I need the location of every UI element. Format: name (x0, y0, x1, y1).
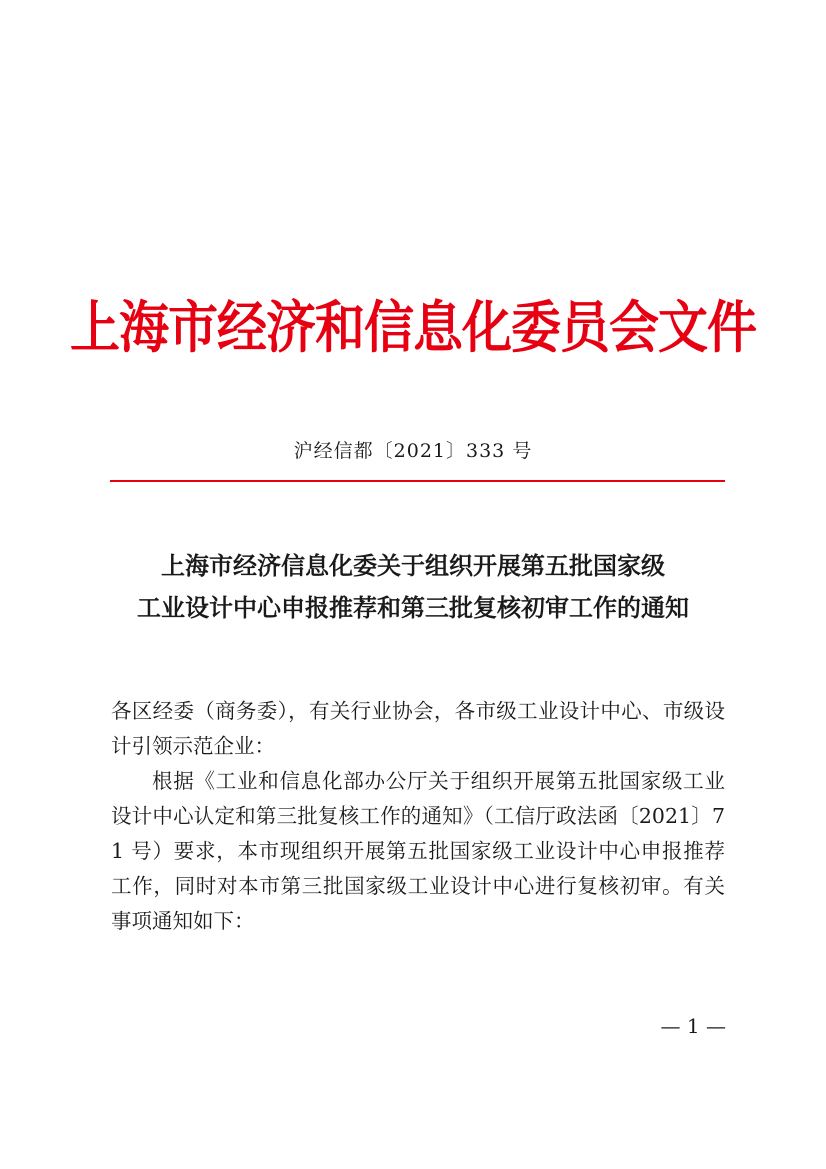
document-title (0, 545, 826, 629)
document-number: 沪经信都〔2021〕333 号 (293, 440, 533, 462)
red-divider-line (110, 480, 725, 482)
document-body (111, 694, 725, 939)
title-line-1: 上海市经济信息化委关于组织开展第五批国家级 (161, 551, 665, 580)
title-line-2: 工业设计中心申报推荐和第三批复核初审工作的通知 (137, 593, 689, 622)
salutation: 各区经委（商务委），有关行业协会，各市级工业设计中心、市级设计引领示范企业： (111, 699, 725, 758)
page-number: — 1 — (660, 1014, 726, 1038)
body-paragraph: 根据《工业和信息化部办公厅关于组织开展第五批国家级工业设计中心认定和第三批复核工作的通知》（工信厅政法函〔2021〕71 号）要求，本市现组织开展第五批国家级工业设计中心申报推荐工作，同时对本市第三批国家级工业设计中心进行复核初审。有关事项通知如下： (111, 769, 725, 933)
masthead-title: 上海市经济和信息化委员会文件 (70, 294, 756, 361)
